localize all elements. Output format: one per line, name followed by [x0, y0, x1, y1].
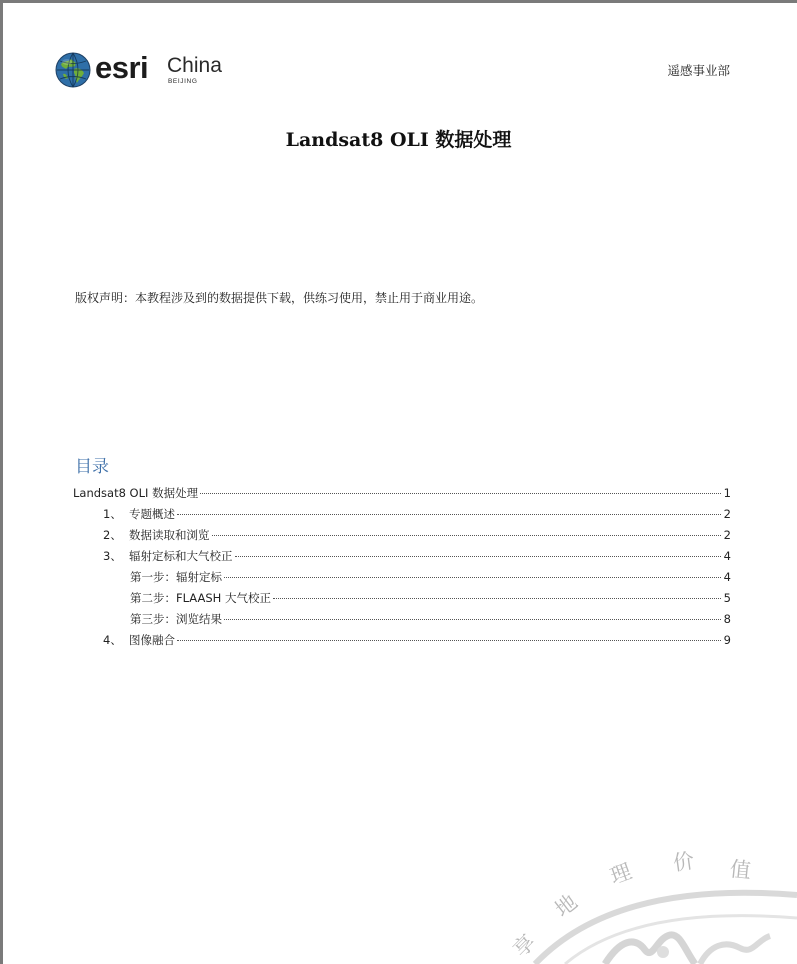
toc-dot-leader [224, 577, 721, 578]
toc-dot-leader [177, 640, 721, 641]
toc-entry-page: 5 [723, 591, 731, 605]
toc-entry-page: 4 [723, 570, 731, 584]
watermark-char: 值 [728, 856, 753, 884]
esri-china-logo [55, 52, 235, 92]
logo-china-text: China [167, 54, 222, 77]
logo-beijing-text: BEIJING [168, 78, 198, 85]
toc-entry[interactable] [73, 506, 731, 527]
toc-entry-number: 3、 [103, 549, 122, 563]
watermark-char: 价 [671, 848, 696, 876]
toc-entry-label: 数据读取和浏览 [129, 528, 210, 542]
toc-entry-page: 9 [723, 633, 731, 647]
page-frame-top [0, 0, 797, 3]
watermark-seal-graphic [495, 840, 797, 964]
copyright-notice: 版权声明：本教程涉及到的数据提供下载，供练习使用，禁止用于商业用途。 [75, 291, 484, 305]
toc-entry-number: 1、 [103, 507, 122, 521]
toc-entry[interactable] [73, 632, 731, 653]
toc-dot-leader [273, 598, 721, 599]
toc-entry-label: 第三步：浏览结果 [130, 612, 222, 626]
toc-entry-page: 2 [723, 507, 731, 521]
toc-entry[interactable] [73, 569, 731, 590]
toc-entry-page: 4 [723, 549, 731, 563]
toc-entry-label: 第一步：辐射定标 [130, 570, 222, 584]
toc-entry-label: 图像融合 [129, 633, 175, 647]
toc-heading: 目录 [75, 457, 109, 477]
toc-entry-page: 2 [723, 528, 731, 542]
department-label: 遥感事业部 [667, 63, 730, 78]
watermark-char: 理 [606, 859, 635, 889]
toc-entry-label: Landsat8 OLI 数据处理 [73, 486, 199, 500]
toc-entry[interactable] [73, 590, 731, 611]
toc-dot-leader [177, 514, 721, 515]
toc-entry-label: 专题概述 [129, 507, 175, 521]
document-title: Landsat8 OLI 数据处理 [285, 129, 512, 151]
toc-dot-leader [224, 619, 721, 620]
watermark-seal [495, 840, 797, 964]
toc-entry[interactable] [73, 611, 731, 632]
table-of-contents [73, 485, 731, 653]
toc-dot-leader [235, 556, 722, 557]
watermark-char: 地 [550, 889, 582, 922]
watermark-char: 享 [508, 929, 541, 962]
toc-entry[interactable] [73, 527, 731, 548]
toc-entry-label: 第二步：FLAASH 大气校正 [130, 591, 271, 605]
toc-dot-leader [200, 493, 721, 494]
toc-entry-page: 8 [723, 612, 731, 626]
toc-entry[interactable] [73, 548, 731, 569]
logo-esri-text: esri [95, 50, 149, 85]
globe-icon [55, 52, 91, 88]
toc-entry[interactable] [73, 485, 731, 506]
toc-entry-page: 1 [723, 486, 731, 500]
toc-entry-label: 辐射定标和大气校正 [129, 549, 233, 563]
toc-entry-number: 4、 [103, 633, 122, 647]
toc-entry-number: 2、 [103, 528, 122, 542]
toc-dot-leader [212, 535, 722, 536]
